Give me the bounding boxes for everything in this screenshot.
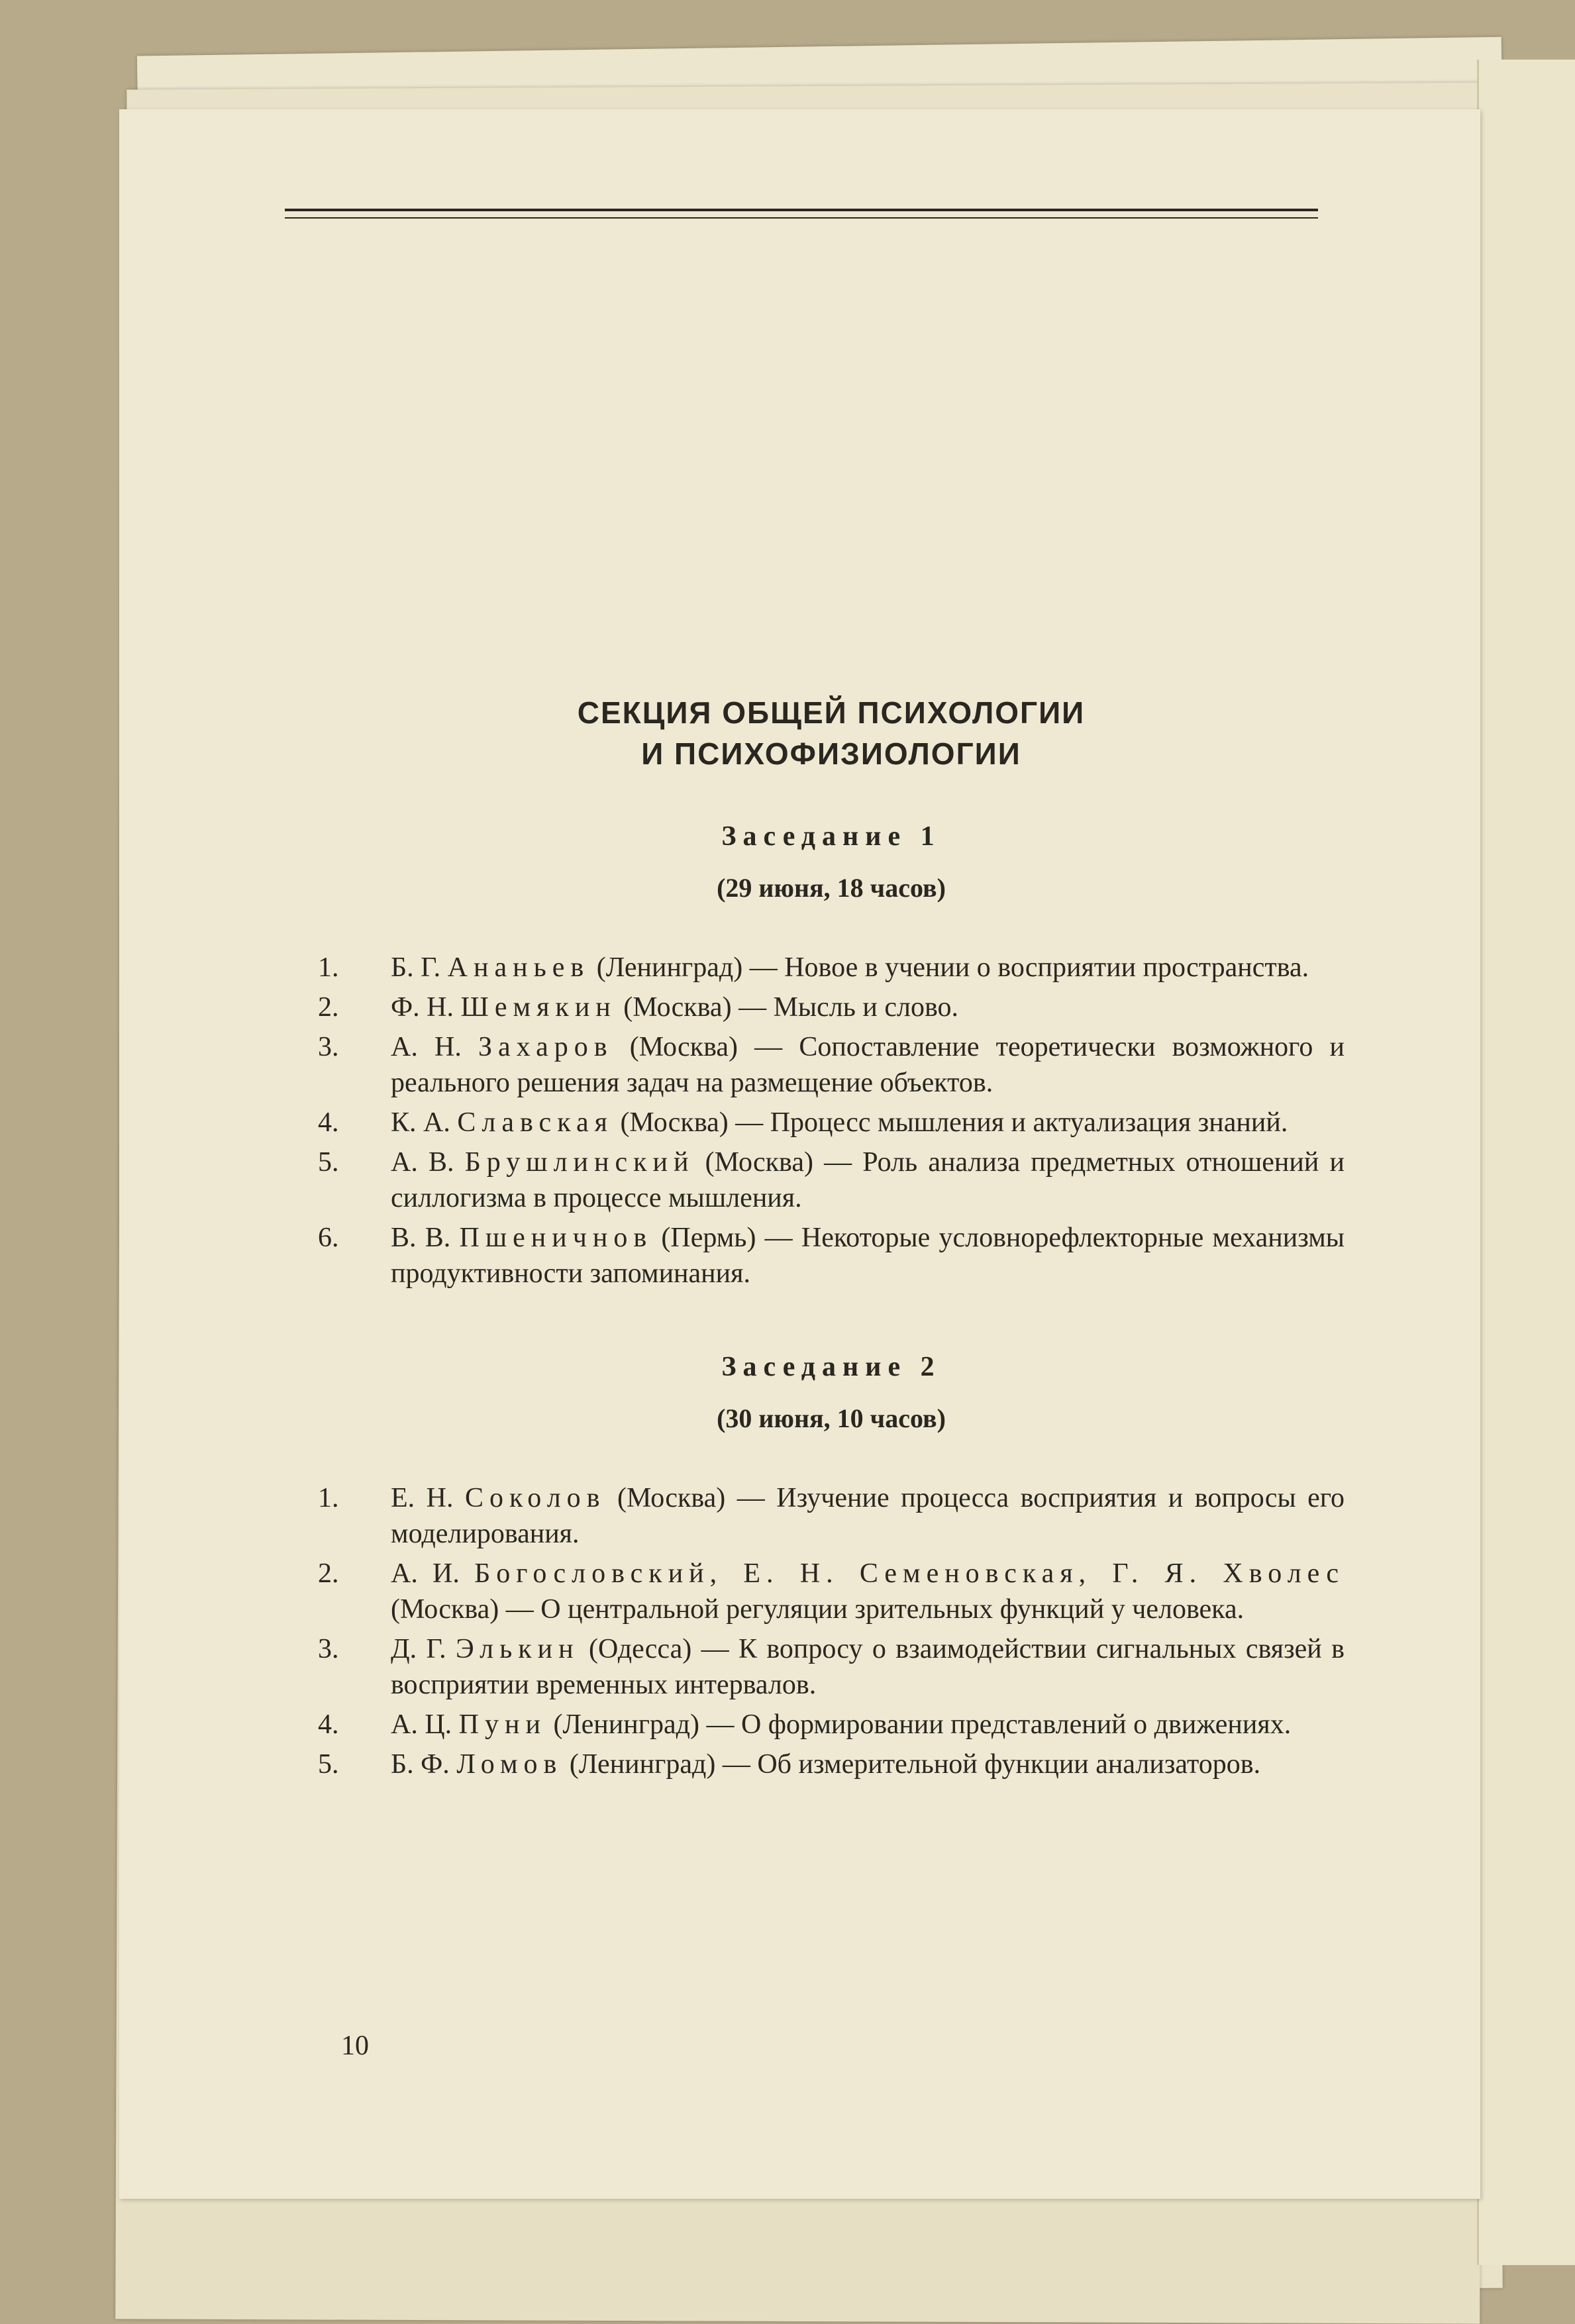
talk-initials: А. В. xyxy=(391,1147,454,1178)
talk-number: 4. xyxy=(318,1709,339,1740)
talk-item xyxy=(318,989,1345,1025)
talk-author: Соколов xyxy=(464,1483,606,1513)
session-block xyxy=(318,821,1345,1291)
talk-number: 1. xyxy=(318,952,339,983)
talk-details: (Пермь) — Некоторые условнорефлекторные механизмы продуктивности запоминания. xyxy=(391,1223,1345,1289)
talk-author: Ананьев xyxy=(447,952,590,983)
talk-author: Пшеничнов xyxy=(459,1223,653,1253)
session-time: (30 июня, 10 часов) xyxy=(717,1403,946,1433)
talk-details: (Ленинград) — О формировании представлений о движениях. xyxy=(546,1709,1292,1740)
sessions-container xyxy=(318,821,1345,1782)
talk-details: (Москва) — Роль анализа предметных отношений и силлогизма в процессе мышления. xyxy=(391,1147,1345,1213)
talk-initials: Е. Н. xyxy=(391,1483,454,1513)
talk-details: (Одесса) — К вопросу о взаимодействии сигнальных связей в восприятии временных интервалов. xyxy=(391,1634,1345,1700)
talk-initials: К. А. xyxy=(391,1107,450,1138)
talk-author: Ломов xyxy=(456,1749,563,1780)
header-rule xyxy=(285,209,1318,211)
talk-item xyxy=(318,1631,1345,1703)
talk-list xyxy=(318,1480,1345,1782)
talk-item xyxy=(318,1144,1345,1216)
talk-item xyxy=(318,1746,1345,1782)
page-number: 10 xyxy=(341,2031,369,2061)
talk-number: 2. xyxy=(318,1558,339,1589)
section-title-line: И ПСИХОФИЗИОЛОГИИ xyxy=(641,736,1021,771)
talk-author: Элькин xyxy=(455,1634,580,1664)
talk-number: 3. xyxy=(318,1032,339,1062)
talk-item xyxy=(318,1707,1345,1743)
talk-details: (Москва) — Изучение процесса восприятия и вопросы его моделирования. xyxy=(391,1483,1345,1549)
session-title: Заседание 2 xyxy=(721,1352,941,1382)
talk-details: (Москва) — Процесс мышления и актуализация знаний. xyxy=(613,1107,1288,1138)
talk-initials: Д. Г. xyxy=(391,1634,446,1664)
talk-number: 3. xyxy=(318,1634,339,1664)
talk-number: 5. xyxy=(318,1749,339,1780)
talk-initials: Б. Г. xyxy=(391,952,441,983)
talk-details: (Ленинград) — Новое в учении о восприятии пространства. xyxy=(589,952,1309,983)
talk-initials: А. И. xyxy=(391,1558,460,1589)
talk-number: 1. xyxy=(318,1483,339,1513)
talk-item xyxy=(318,1480,1345,1552)
section-title xyxy=(318,692,1345,774)
session-block xyxy=(318,1351,1345,1782)
talk-initials: В. В. xyxy=(391,1223,451,1253)
talk-number: 6. xyxy=(318,1223,339,1253)
talk-author: Брушлинский xyxy=(464,1147,695,1178)
talk-item xyxy=(318,1220,1345,1291)
talk-initials: Б. Ф. xyxy=(391,1749,450,1780)
talk-author: Шемякин xyxy=(460,992,617,1023)
talk-details: (Ленинград) — Об измерительной функции анализаторов. xyxy=(562,1749,1261,1780)
talk-item xyxy=(318,1105,1345,1140)
talk-number: 2. xyxy=(318,992,339,1023)
facing-page-edge xyxy=(1477,60,1575,2265)
talk-item xyxy=(318,950,1345,985)
talk-initials: Ф. Н. xyxy=(391,992,454,1023)
document-page xyxy=(119,109,1480,2199)
talk-item xyxy=(318,1556,1345,1627)
talk-list xyxy=(318,950,1345,1291)
talk-author: Славская xyxy=(457,1107,613,1138)
page-content xyxy=(318,692,1345,1786)
talk-number: 5. xyxy=(318,1147,339,1178)
talk-author: Богословский, Е. Н. Семеновская, Г. Я. Хволес xyxy=(474,1558,1345,1589)
talk-item xyxy=(318,1029,1345,1101)
talk-initials: А. Н. xyxy=(391,1032,462,1062)
session-title: Заседание 1 xyxy=(721,821,941,852)
session-time: (29 июня, 18 часов) xyxy=(717,873,946,903)
talk-author: Захаров xyxy=(478,1032,613,1062)
talk-details: (Москва) — Сопоставление теоретически возможного и реального решения задач на размещение объектов. xyxy=(391,1032,1345,1098)
talk-author: Пуни xyxy=(458,1709,546,1740)
talk-initials: А. Ц. xyxy=(391,1709,452,1740)
talk-details: (Москва) — Мысль и слово. xyxy=(616,992,959,1023)
talk-number: 4. xyxy=(318,1107,339,1138)
header-rule xyxy=(285,217,1318,219)
section-title-line: СЕКЦИЯ ОБЩЕЙ ПСИХОЛОГИИ xyxy=(577,695,1086,730)
talk-details: (Москва) — О центральной регуляции зрительных функций у человека. xyxy=(391,1594,1245,1625)
